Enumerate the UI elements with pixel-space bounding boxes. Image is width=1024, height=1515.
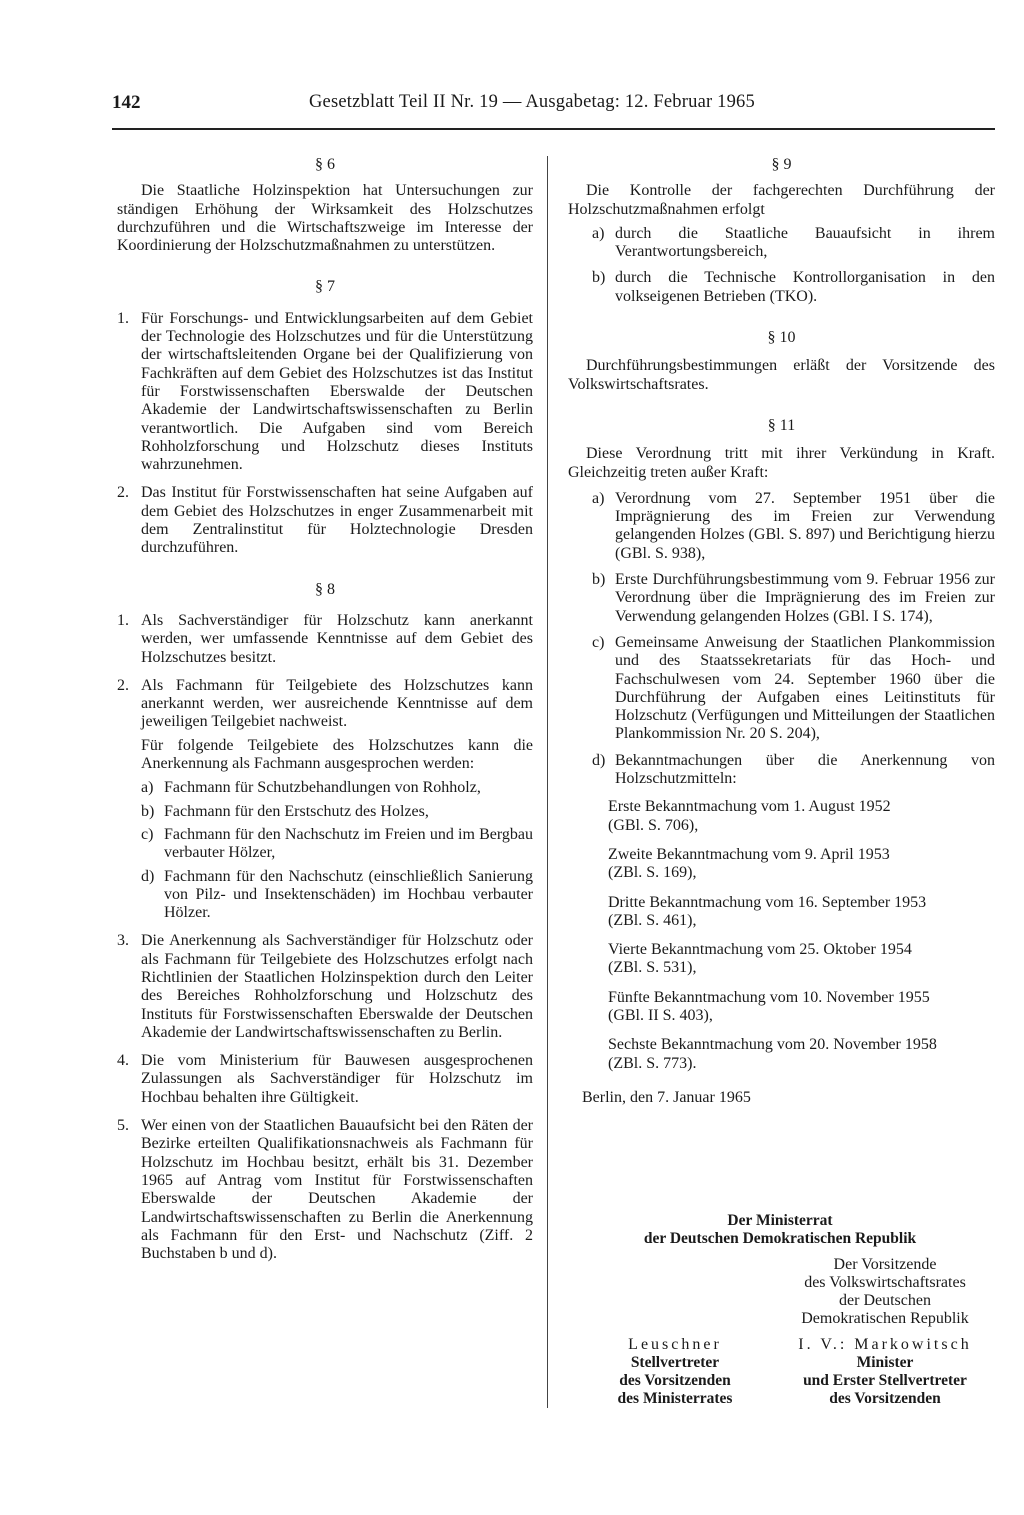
sub-item-text: Fachmann für Schutzbehandlungen von Rohholz, xyxy=(164,779,481,797)
signatory-name: I. V.: Markowitsch xyxy=(798,1336,972,1353)
item-text: Als Fachmann für Teilgebiete des Holzschutzes kann anerkannt werden, wer ausreichende Kenntnisse auf dem jeweiligen Teilgebiet nachweist. xyxy=(141,676,533,731)
sub-item-letter: c) xyxy=(592,633,605,651)
list-item xyxy=(117,1052,533,1107)
signatory-role: und Erster Stellvertreter xyxy=(803,1372,967,1389)
item-number: 1. xyxy=(117,309,129,327)
item-text: Für Forschungs- und Entwicklungsarbeiten auf dem Gebiet der Technologie des Holzschutzes und für die Unterstützung der wirtschaftsleitenden Organe bei der Qualifizierung von Fachkräften auf dem Gebiet des Holzschutzes ist das Institut für Forstwissenschaften Eberswalde der Deutschen Akademie der Landwirtschaftswissenschaften zu Berlin verantwortlich. Die Aufgaben sind vom Bereich Rohholzforschung und Holzschutz dieses Instituts wahrzunehmen. xyxy=(141,309,533,474)
list-item xyxy=(117,932,533,1042)
sub-item-letter: d) xyxy=(592,751,606,769)
sub-item-letter: c) xyxy=(141,825,154,843)
section-heading-7: § 7 xyxy=(315,278,335,296)
sub-item-letter: b) xyxy=(592,269,606,287)
sub-item-text: Bekanntmachungen über die Anerkennung von Holzschutzmitteln: xyxy=(615,751,995,788)
sub-item-text: Fachmann für den Nachschutz im Freien und im Bergbau verbauter Hölzer, xyxy=(164,825,533,862)
sub-item xyxy=(592,634,995,744)
signature-left xyxy=(585,1336,765,1408)
item-text: Wer einen von der Staatlichen Bauaufsicht bei den Räten der Bezirke erteilten Qualifikationsnachweis als Fachmann für Holzschutz im Hochbau besitzt, erhält bis 31. Dezember 1965 auf Antrag vom Institut für Forstwissenschaften Eberswalde der Deutschen Akademie der Landwirtschaftswissenschaften zu Berlin die Anerkennung als Fachmann für den Erst- und Nachschutz (Ziff. 2 Buchstaben b und d). xyxy=(141,1117,533,1263)
subitem-list xyxy=(568,225,995,306)
subitem-list xyxy=(117,779,533,922)
council-line-1: Der Ministerrat xyxy=(727,1212,833,1229)
announcement-title: Fünfte Bekanntmachung vom 10. November 1955 xyxy=(608,988,930,1006)
item-number: 1. xyxy=(117,611,129,629)
announcement-title: Dritte Bekanntmachung vom 16. September 1953 xyxy=(608,893,927,911)
sub-item xyxy=(592,490,995,563)
announcement-title: Vierte Bekanntmachung vom 25. Oktober 1954 xyxy=(608,941,912,959)
announcement-ref: (ZBl. S. 461), xyxy=(608,911,697,929)
list-item xyxy=(117,677,533,732)
item-text: Das Institut für Forstwissenschaften hat seine Aufgaben auf dem Gebiet des Holzschutzes in enger Zusammenarbeit mit dem Zentralinstitut für Holztechnologie Dresden durchzuführen. xyxy=(141,484,533,557)
subitem-list xyxy=(568,490,995,788)
sub-item xyxy=(141,868,533,923)
sub-item xyxy=(141,779,533,797)
sub-item-text: Verordnung vom 27. September 1951 über die Imprägnierung des im Freien zur Verwendung gelangenden Holzes (GBl. S. 897) und Berichtigung hierzu (GBl. S. 938), xyxy=(615,489,995,562)
chair-line: Demokratischen Republik xyxy=(801,1310,969,1327)
announcement-ref: (ZBl. S. 531), xyxy=(608,959,697,977)
item-number: 4. xyxy=(117,1052,129,1070)
signatory-role: des Vorsitzenden xyxy=(619,1372,731,1389)
place-date: Berlin, den 7. Januar 1965 xyxy=(582,1088,751,1106)
sub-item xyxy=(592,225,995,262)
sub-item xyxy=(592,752,995,789)
chair-line: des Volkswirtschaftsrates xyxy=(804,1274,966,1291)
announcement xyxy=(608,989,995,1026)
section-10-text: Durchführungsbestimmungen erläßt der Vorsitzende des Volkswirtschaftsrates. xyxy=(568,357,995,393)
announcement-ref: (GBl. S. 706), xyxy=(608,816,699,834)
sub-item xyxy=(592,269,995,306)
item-number: 3. xyxy=(117,932,129,950)
announcement xyxy=(608,798,995,835)
page-header xyxy=(112,92,995,130)
sub-item xyxy=(141,826,533,863)
announcement-title: Erste Bekanntmachung vom 1. August 1952 xyxy=(608,798,891,816)
item-text: Die vom Ministerium für Bauwesen ausgesprochenen Zulassungen als Sachverständiger für Holzschutz im Hochbau behalten ihre Gültigkeit. xyxy=(141,1052,533,1106)
sub-item-letter: a) xyxy=(592,224,605,242)
sub-item-letter: a) xyxy=(141,779,154,797)
signatory-role: Minister xyxy=(856,1354,914,1371)
announcement xyxy=(608,846,995,883)
list-item xyxy=(117,1117,533,1263)
item-text: Als Sachverständiger für Holzschutz kann anerkannt werden, wer umfassende Kenntnisse auf dem Gebiet des Holzschutzes besitzt. xyxy=(141,611,533,666)
council-title xyxy=(600,1212,960,1248)
signatory-role: Stellvertreter xyxy=(630,1354,720,1371)
item-number: 5. xyxy=(117,1117,129,1135)
sub-item-letter: b) xyxy=(592,571,606,589)
sub-item-letter: d) xyxy=(141,867,155,885)
section-9-intro: Die Kontrolle der fachgerechten Durchführung der Holzschutzmaßnahmen erfolgt xyxy=(568,182,995,218)
item-number: 2. xyxy=(117,676,129,694)
signatory-role: des Vorsitzenden xyxy=(829,1390,941,1407)
sub-item-text: Erste Durchführungsbestimmung vom 9. Februar 1956 zur Verordnung über die Imprägnierung des im Freien zur Verwendung gelangenden Holzes (GBl. I S. 174), xyxy=(615,571,995,625)
sub-item-text: durch die Technische Kontrollorganisation in den volkseigenen Betrieben (TKO). xyxy=(615,269,995,305)
section-heading-11: § 11 xyxy=(767,416,796,434)
sub-item-letter: b) xyxy=(141,802,155,820)
section-heading-9: § 9 xyxy=(771,156,792,173)
right-column xyxy=(568,156,995,1107)
announcement-ref: (GBl. II S. 403), xyxy=(608,1006,713,1024)
sub-item xyxy=(141,803,533,821)
signatory-name: Leuschner xyxy=(628,1336,722,1353)
section-6-text: Die Staatliche Holzinspektion hat Untersuchungen zur ständigen Erhöhung der Wirksamkeit des Holzschutzes durchzuführen und die Wirtschaftszweige im Interesse der Koordinierung der Holzschutzmaßnahmen zu unterstützen. xyxy=(117,182,533,255)
list-item xyxy=(117,612,533,667)
announcement xyxy=(608,941,995,978)
list-item xyxy=(117,484,533,557)
item-continuation: Für folgende Teilgebiete des Holzschutzes kann die Anerkennung als Fachmann ausgesprochen werden: xyxy=(141,736,533,773)
sub-item-text: Fachmann für den Erstschutz des Holzes, xyxy=(164,802,429,820)
section-heading-10: § 10 xyxy=(767,329,796,347)
announcement xyxy=(608,894,995,931)
sub-item-letter: a) xyxy=(592,489,605,507)
announcement-title: Zweite Bekanntmachung vom 9. April 1953 xyxy=(608,845,890,863)
section-11-intro: Diese Verordnung tritt mit ihrer Verkündung in Kraft. Gleichzeitig treten außer Kraft: xyxy=(568,445,995,481)
left-column xyxy=(117,156,533,1263)
announcement xyxy=(608,1036,995,1073)
sub-item-text: Fachmann für den Nachschutz (einschließlich Sanierung von Pilz- und Insektenschäden) im Hochbau verbauter Hölzer. xyxy=(164,867,533,922)
council-line-2: der Deutschen Demokratischen Republik xyxy=(643,1230,917,1247)
item-number: 2. xyxy=(117,484,129,502)
announcement-ref: (ZBl. S. 773). xyxy=(608,1054,697,1072)
chair-block xyxy=(770,1256,1000,1328)
announcement-ref: (ZBl. S. 169), xyxy=(608,864,697,882)
sub-item xyxy=(592,571,995,626)
sub-item-text: Gemeinsame Anweisung der Staatlichen Plankommission und des Staatssekretariats für das Hoch- und Fachschulwesen vom 24. September 1960 über die Durchführung der Aufgaben eines Leitinstituts für Holzschutz (Verfügungen und Mitteilungen der Staatlichen Plankommission Nr. 20 S. 204), xyxy=(615,633,995,743)
column-divider xyxy=(547,156,548,1408)
page-number: 142 xyxy=(112,92,141,113)
signature-right xyxy=(770,1336,1000,1408)
section-heading-6: § 6 xyxy=(315,156,335,173)
sub-item-text: durch die Staatliche Bauaufsicht in ihrem Verantwortungsbereich, xyxy=(615,224,995,261)
item-text: Die Anerkennung als Sachverständiger für Holzschutz oder als Fachmann für Teilgebiete des Holzschutzes erfolgt nach Richtlinien der Staatlichen Holzinspektion durch den Leiter des Bereiches Rohholzforschung und Holzschutz des Instituts für Forstwissenschaften Eberswalde der Deutschen Akademie der Landwirtschaftswissenschaften zu Berlin. xyxy=(141,932,533,1041)
section-heading-8: § 8 xyxy=(315,580,335,598)
announcement-list xyxy=(568,798,995,1073)
announcement-title: Sechste Bekanntmachung vom 20. November 1958 xyxy=(608,1036,937,1054)
running-title: Gesetzblatt Teil II Nr. 19 — Ausgabetag: 12. Februar 1965 xyxy=(309,92,755,112)
chair-line: der Deutschen xyxy=(839,1292,931,1309)
signatory-role: des Ministerrates xyxy=(617,1390,733,1407)
chair-line: Der Vorsitzende xyxy=(833,1256,937,1273)
list-item xyxy=(117,310,533,475)
